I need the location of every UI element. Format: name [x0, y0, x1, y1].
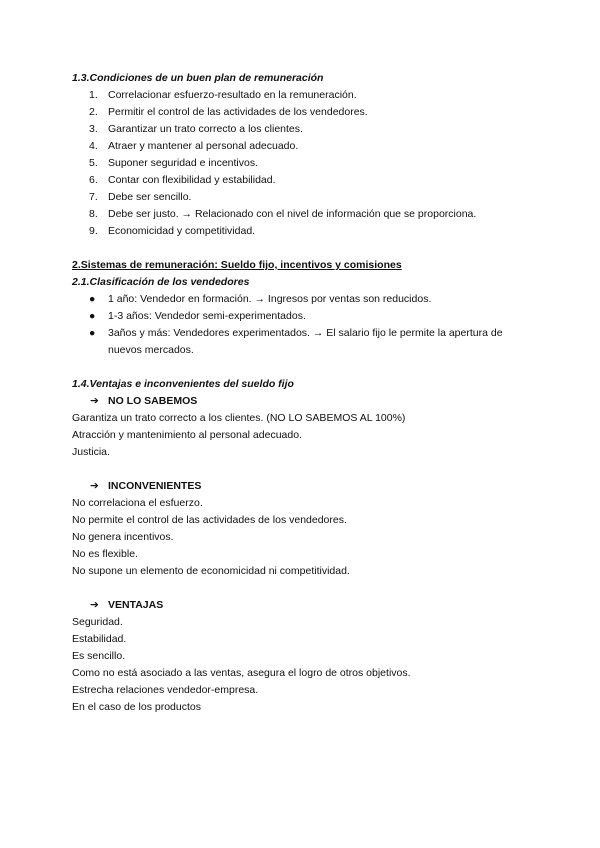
list-item-text: Contar con flexibilidad y estabilidad. — [108, 174, 276, 186]
bullet-text: 3años y más: Vendedores experimentados. → El salario fijo le permite la apertura de — [108, 327, 503, 339]
list-item-text: Atraer y mantener al personal adecuado. — [108, 140, 299, 152]
bullet-item — [72, 308, 542, 325]
bullet-item — [72, 291, 542, 308]
heading-text: VENTAJAS — [108, 599, 164, 611]
section-1-4-title: 1.4.Ventajas e inconvenientes del sueldo fijo — [72, 378, 294, 390]
list-number: 3. — [89, 123, 98, 135]
remuneration-conditions-list — [72, 87, 542, 240]
heading-text: INCONVENIENTES — [108, 480, 202, 492]
bullet-text: 1 año: Vendedor en formación. → Ingresos por ventas son reducidos. — [108, 293, 432, 305]
list-item — [72, 104, 542, 121]
text-line: Estrecha relaciones vendedor-empresa. — [72, 684, 259, 696]
text-line: No genera incentivos. — [72, 531, 174, 543]
text-line: Justicia. — [72, 446, 110, 458]
text-line: Garantiza un trato correcto a los clientes. (NO LO SABEMOS AL 100%) — [72, 412, 406, 424]
spacer — [72, 240, 542, 257]
list-item — [72, 121, 542, 138]
list-number: 7. — [89, 191, 98, 203]
section-1-3-title: 1.3.Condiciones de un buen plan de remuneración — [72, 72, 324, 84]
text-line: No permite el control de las actividades de los vendedores. — [72, 514, 347, 526]
document-page — [72, 70, 542, 716]
text-line: No correlaciona el esfuerzo. — [72, 497, 203, 509]
bullet-text: 1-3 años: Vendedor semi-experimentados. — [108, 310, 306, 322]
list-item-text: Economicidad y competitividad. — [108, 225, 256, 237]
bullet-item — [72, 325, 542, 342]
list-number: 8. — [89, 208, 98, 220]
arrow-right-icon: ➔ — [90, 480, 99, 492]
section-2-1-title: 2.1.Clasificación de los vendedores — [72, 276, 250, 288]
list-item — [72, 155, 542, 172]
list-number: 9. — [89, 225, 98, 237]
text-line: Como no está asociado a las ventas, asegura el logro de otros objetivos. — [72, 667, 411, 679]
list-number: 4. — [89, 140, 98, 152]
list-item — [72, 223, 542, 240]
list-item-text: Garantizar un trato correcto a los clientes. — [108, 123, 303, 135]
list-number: 1. — [89, 89, 98, 101]
list-number: 2. — [89, 106, 98, 118]
inconvenientes-heading — [72, 478, 542, 495]
list-item — [72, 172, 542, 189]
spacer — [72, 461, 542, 478]
bullet-icon: ● — [89, 327, 96, 339]
list-item-text: Debe ser sencillo. — [108, 191, 192, 203]
list-item-text: Debe ser justo. → Relacionado con el nivel de información que se proporciona. — [108, 208, 477, 220]
bullet-icon: ● — [89, 310, 96, 322]
list-item-text: Correlacionar esfuerzo-resultado en la remuneración. — [108, 89, 357, 101]
text-line: En el caso de los productos — [72, 701, 201, 713]
list-item — [72, 87, 542, 104]
text-line: No es flexible. — [72, 548, 138, 560]
list-number: 5. — [89, 157, 98, 169]
text-line: Es sencillo. — [72, 650, 126, 662]
text-line: Seguridad. — [72, 616, 123, 628]
spacer — [72, 359, 542, 376]
section-2-title: 2.Sistemas de remuneración: Sueldo fijo, incentivos y comisiones — [72, 259, 402, 271]
list-item-text: Permitir el control de las actividades de los vendedores. — [108, 106, 368, 118]
text-line: Estabilidad. — [72, 633, 127, 645]
no-lo-sabemos-heading — [72, 393, 542, 410]
seller-classification-list — [72, 291, 542, 359]
heading-text: NO LO SABEMOS — [108, 395, 198, 407]
list-item — [72, 138, 542, 155]
arrow-right-icon: ➔ — [90, 599, 99, 611]
list-item — [72, 189, 542, 206]
list-number: 6. — [89, 174, 98, 186]
list-item — [72, 206, 542, 223]
ventajas-heading — [72, 597, 542, 614]
bullet-icon: ● — [89, 293, 96, 305]
list-item-text: Suponer seguridad e incentivos. — [108, 157, 259, 169]
spacer — [72, 580, 542, 597]
arrow-right-icon: ➔ — [90, 395, 99, 407]
bullet-continuation: nuevos mercados. — [108, 344, 194, 356]
text-line: No supone un elemento de economicidad ni competitividad. — [72, 565, 350, 577]
text-line: Atracción y mantenimiento al personal adecuado. — [72, 429, 302, 441]
